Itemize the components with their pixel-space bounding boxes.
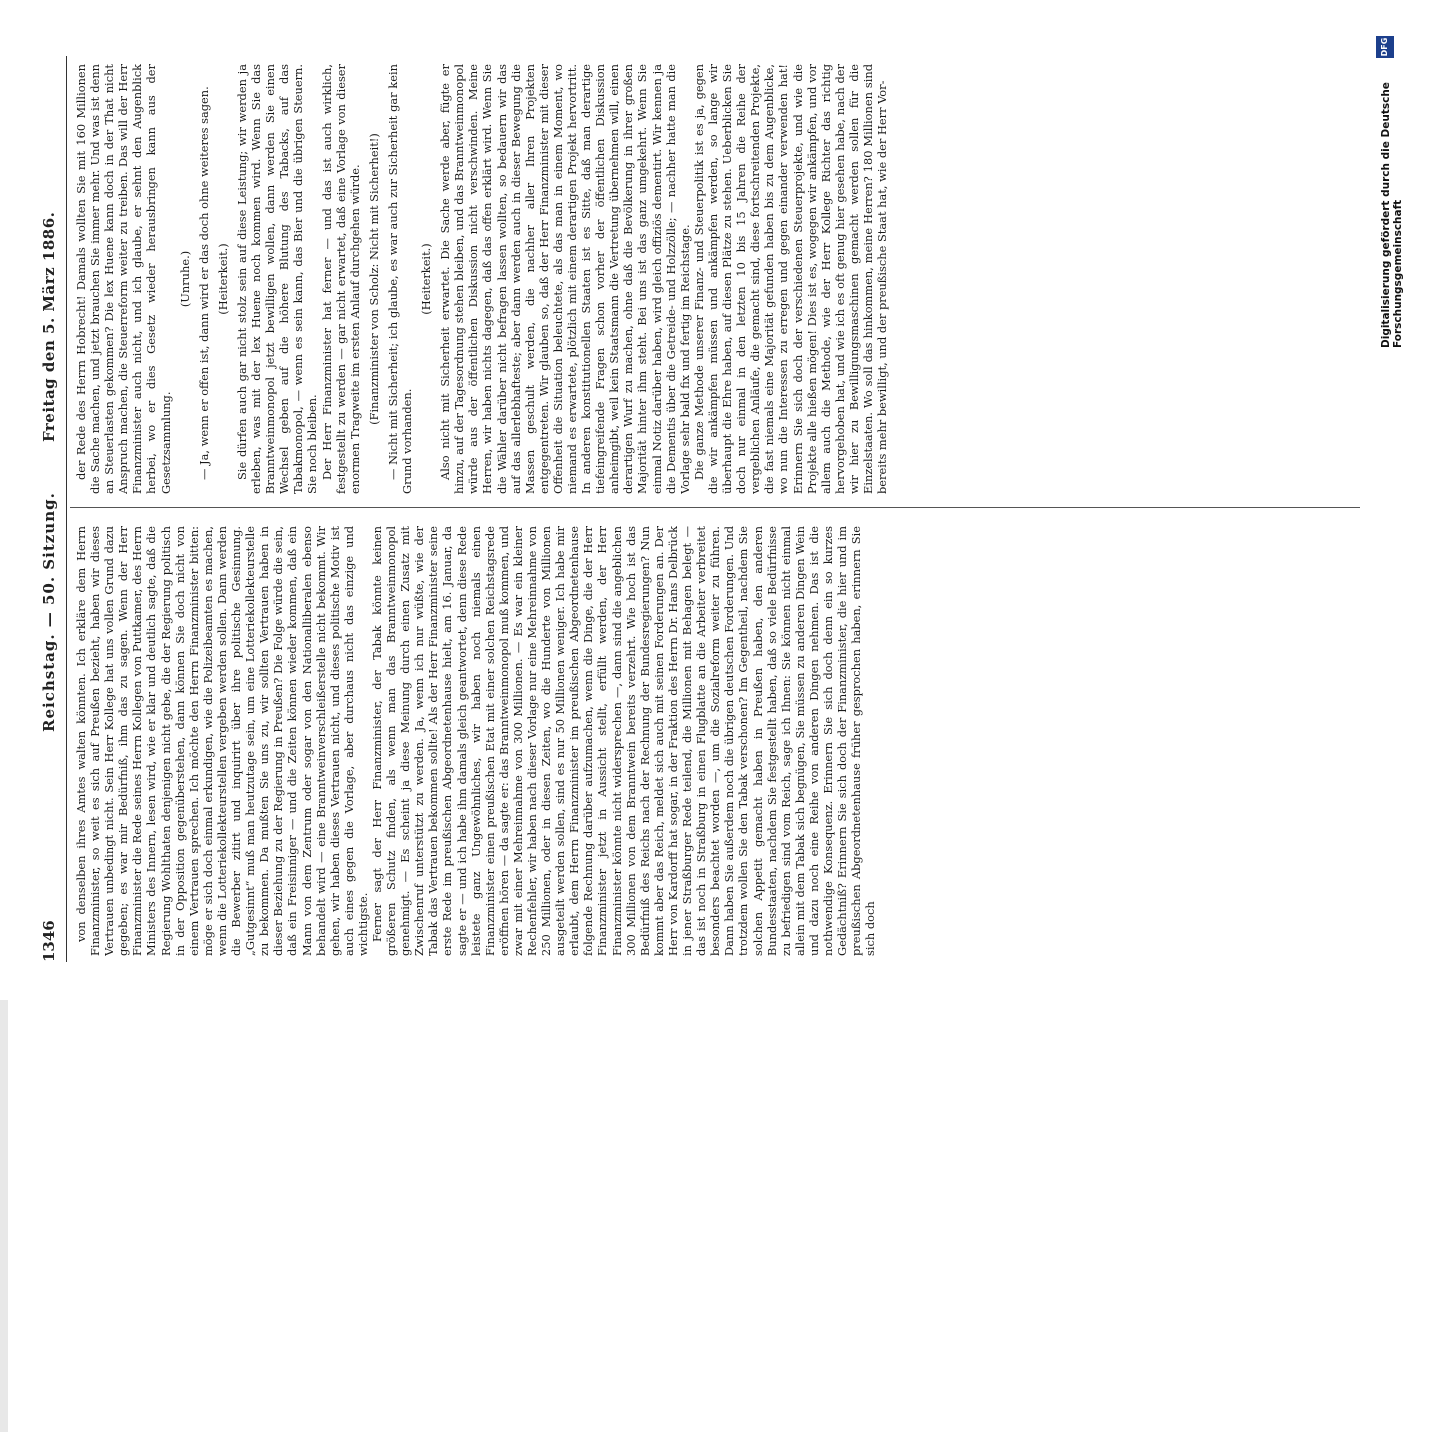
running-head	[34, 56, 64, 962]
interjection: (Unruhe.)	[177, 250, 192, 308]
paragraph: Sie dürfen auch gar nicht stolz sein auf diese Leistung; wir werden ja erleben, was mit der lex Huene noch kommen wird. Wenn Sie das Branntweinmonopol jetzt bewilligen wollen, dann werden Sie einen Wechsel geben auf die höhere Blutung des Tabacks, auf das Tabakmonopol, — wenn es sein kann, das Bier und die übrigen Steuern. Sie noch bleiben.	[234, 64, 320, 494]
paragraph: der Rede des Herrn Hobrecht! Damals wollten Sie mit 160 Millionen die Sache machen, und jetzt brauchen Sie immer mehr. Und was ist denn an Steuerlasten gekommen? Die lex Huene kann doch in der That nicht Anspruch machen, die Steuerreform weiter zu treiben. Das will der Herr Finanzminister auch nicht, und ich glaube, er sehnt den Augenblick herbei, wo er dies Gesetz wieder herausbringen kann aus der Gesetzsammlung.	[74, 64, 173, 494]
interjection: (Heiterkeit.)	[419, 243, 434, 315]
paragraph: Also nicht mit Sicherheit erwartet. Die Sache werde aber, fügte er hinzu, auf der Tagesordnung stehen bleiben, und das Branntweinmonopol würde aus der öffentlichen Diskussion nicht verschwinden. Meine Herren, wir haben nichts dagegen, daß das offen erklärt wird. Wenn Sie die Wähler darüber nicht befragen lassen wollten, so bedauern wir das auf das allerlebhafteste; aber dann werden auch in dieser Bewegung die Massen geschult werden, die nachher aller Ihren Projekten entgegentreten. Wir glauben so, daß der Herr Finanzminister mit dieser Offenheit die Situation beleuchtete, als das man in einem Moment, wo niemand es erwartete, plötzlich mit einem derartigen Projekt hervortritt. In anderen konstitutionellen Staaten ist es Sitte, daß man derartige tiefeingreifende Fragen schon vorher der öffentlichen Diskussion anheimgibt, weil kein Staatsmann die Vertretung übernehmen will, einen derartigen Wurf zu machen, ohne daß die Bevölkerung in ihrer großen Majorität hinter ihm steht. Bei uns ist das ganz umgekehrt. Wenn Sie einmal Notiz darüber haben, wird gleich offiziös dementirt. Wir kennen ja die Dementis über die Getreide- und Holzzölle; — nachher hatte man die Vorlage sehr bald fix und fertig im Reichstage.	[438, 64, 692, 494]
page-number: 1346	[40, 920, 58, 962]
paragraph: Ferner sagt der Herr Finanzminister, der Tabak könnte keinen größeren Schutz finden, als wenn man das Branntweinmonopol genehmigt. — Es scheint ja diese Meinung durch einen Zusatz mit Zwischenruf unterstützt zu werden. Ja, wenn ich nur wüßte, wie der Tabak das Vertrauen bekommen sollte! Als der Herr Finanzminister seine erste Rede im preußischen Abgeordnetenhause hielt, am 16. Januar, da sagte er — und ich habe ihm damals gleich geantwortet, denn diese Rede leistete ganz Ungewöhnliches, wir haben noch niemals einen Finanzminister einen preußischen Etat mit einer solchen Reichstagsrede eröffnen hören — da sagte er: das Branntweinmonopol muß kommen, und zwar mit einer Mehreinnahme von 300 Millionen. — Es war ein kleiner Rechenfehler, wir haben nach dieser Vorlage nur eine Mehreinnahme von 250 Millionen, oder in diesen Zeiten, wo die Hunderte von Millionen ausgeteilt werden sollen, sind es nur 50 Millionen weniger. Ich habe mir erlaubt, dem Herrn Finanzminister im preußischen Abgeordnetenhause folgende Rechnung darüber aufzumachen, wenn die Dinge, die der Herr Finanzminister jetzt in Aussicht stellt, erfüllt werden, der Herr Finanzminister könnte nicht widersprechen —, dann sind die angeblichen 300 Millionen von dem Branntwein bereits verzehrt. Wie hoch ist das Bedürfniß des Reichs nach der Rechnung der Bundesregierungen? Nun kommt aber das Reich, meldet sich auch mit seinen Forderungen an. Der Herr von Kardorff hat sogar, in der Fraktion des Herrn Dr. Hans Delbrück in jener Straßburger Rede teilend, die Millionen mit Behagen belegt — das ist noch in Straßburg in einen Flugblatte an die Arbeiter verbreitet besonders beachtet worden —, um die Sozialreform weiter zu führen. Dann haben Sie außerdem noch die übrigen deutschen Forderungen. Und trotzdem wollen Sie den Tabak verschonen? Im Gegentheil, nachdem Sie solchen Appetit gemacht haben in Preußen haben, den anderen Bundesstaaten, nachdem Sie festgestellt haben, daß so viele Bedürfnisse zu befriedigen sind vom Reich, sage ich Ihnen: Sie können nicht einmal allein mit dem Tabak sich begnügen, Sie müssen zu anderen Dingen Wein und dazu noch eine Reihe von anderen Dingen nehmen. Das ist die nothwendige Konsequenz. Erinnern Sie sich doch denn ein so kurzes Gedächtniß? Erinnern Sie sich doch der Finanzminister, die hier und im preußischen Abgeordnetenhause früher gesprochen haben, erinnern Sie sich doch	[369, 526, 878, 956]
text-column-left	[74, 526, 1354, 956]
column-divider	[70, 507, 1360, 508]
paragraph: — Ja, wenn er offen ist, dann wird er das doch ohne weiteres sagen.	[196, 86, 211, 480]
text-column-right	[74, 64, 1354, 494]
digitization-footer	[1378, 37, 1404, 960]
paragraph: Die ganze Methode unserer Finanz- und Steuerpolitik ist es ja, gegen die wir ankämpfen müssen und ankämpfen werden, so lange wir überhaupt die Ehre haben, auf diesen Plätze zu stehen. Ueberblicken Sie doch nur einmal in den letzten 10 bis 15 Jahren die Reihe der vergeblichen Anläufe, die gemacht sind, diese fortschreitenden Projekte, die fast niemals eine Majorität gefunden haben bis zu dem Augenblicke, wo nun die Interessen zu erregen und gegen einander verwenden hat! Erinnern Sie sich doch der verschiedenen Steuerprojekte, und wie die Projekte alle hießen mögen! Dies ist es, wogegen wir ankämpfen, und vor allem auch die Methode, wie der Herr Kollege Richter das richtig hervorgehoben hat, und wie ich es oft genug hier gesehen habe, nach der wir hier zu Bewilligungsmaschinen gemacht werden sollen für die Einzelstaaten. Wo soll das hinkommen, meine Herren? 180 Millionen sind bereits mehr bewilligt, und der preußische Staat hat, wie der Herr Vor-	[691, 64, 890, 494]
paragraph: — Nicht mit Sicherheit; ich glaube, es war auch zur Sicherheit gar kein Grund vorhanden.	[385, 64, 414, 494]
interjection: (Heiterkeit.)	[215, 243, 230, 315]
header-rule	[66, 56, 67, 962]
interjection: (Finanzminister von Scholz: Nicht mit Sicherheit!)	[366, 133, 381, 425]
header-date: Freitag den 5. März 1886.	[40, 211, 58, 442]
header-title: Reichstag. — 50. Sitzung.	[40, 492, 58, 732]
paragraph: Der Herr Finanzminister hat ferner — und das ist auch wirklich, festgestellt zu werden — gar nicht erwartet, daß eine Vorlage von dieser enormen Tragweite im ersten Anlauf durchgehen würde.	[319, 64, 362, 494]
funding-note: Digitalisierung gefördert durch die Deutsche Forschungsgemeinschaft	[1380, 82, 1404, 348]
paragraph: von denselben ihres Amtes walten könnten. Ich erkläre dem Herrn Finanzminister, so weit es sich auf Preußen bezieht, haben wir dieses Vertrauen unbedingt nicht. Sein Herr Kollege hat uns vollen Grund dazu gegeben; es war mir Bedürfniß, ihm das zu sagen. Wenn der Herr Finanzminister die Rede seines Herrn Kollegen von Puttkamer, des Herrn Ministers des Innern, lesen wird, wie er klar und deutlich sagte, daß die Regierung Wohlthaten denjenigen nicht gebe, die der Regierung politisch in der Opposition gegenüberstehen, dann können Sie doch nicht von einem Vertrauen sprechen. Ich möchte den Herrn Finanzminister bitten: möge er sich doch einmal erkundigen, wie die Polizeibeamten es machen, wenn die Lotteriekollekteurstellen vergeben werden sollen. Dann werden die Bewerber zitirt und inquirirt über ihre politische Gesinnung. „Gutgesinnt“ muß man heutzutage sein, um eine Lotteriekollekteurstelle zu bekommen. Da mußten Sie uns zu, wir sollten Vertrauen haben in dieser Beziehung zu der Regierung in Preußen? Die Folge würde die sein, daß ein Freisinniger — und die Zeiten können wieder kommen, daß ein Mann von dem Zentrum oder sogar von den Nationalliberalen ebenso behandelt wird — eine Branntweinverschleißerstelle nicht bekommt. Wir gehen, wir haben dieses Vertrauen nicht, und dieses politische Motiv ist auch eines gegen die Vorlage, aber durchaus nicht das einzige und wichtigste.	[74, 526, 370, 956]
dfg-logo: DFG	[1376, 36, 1394, 58]
